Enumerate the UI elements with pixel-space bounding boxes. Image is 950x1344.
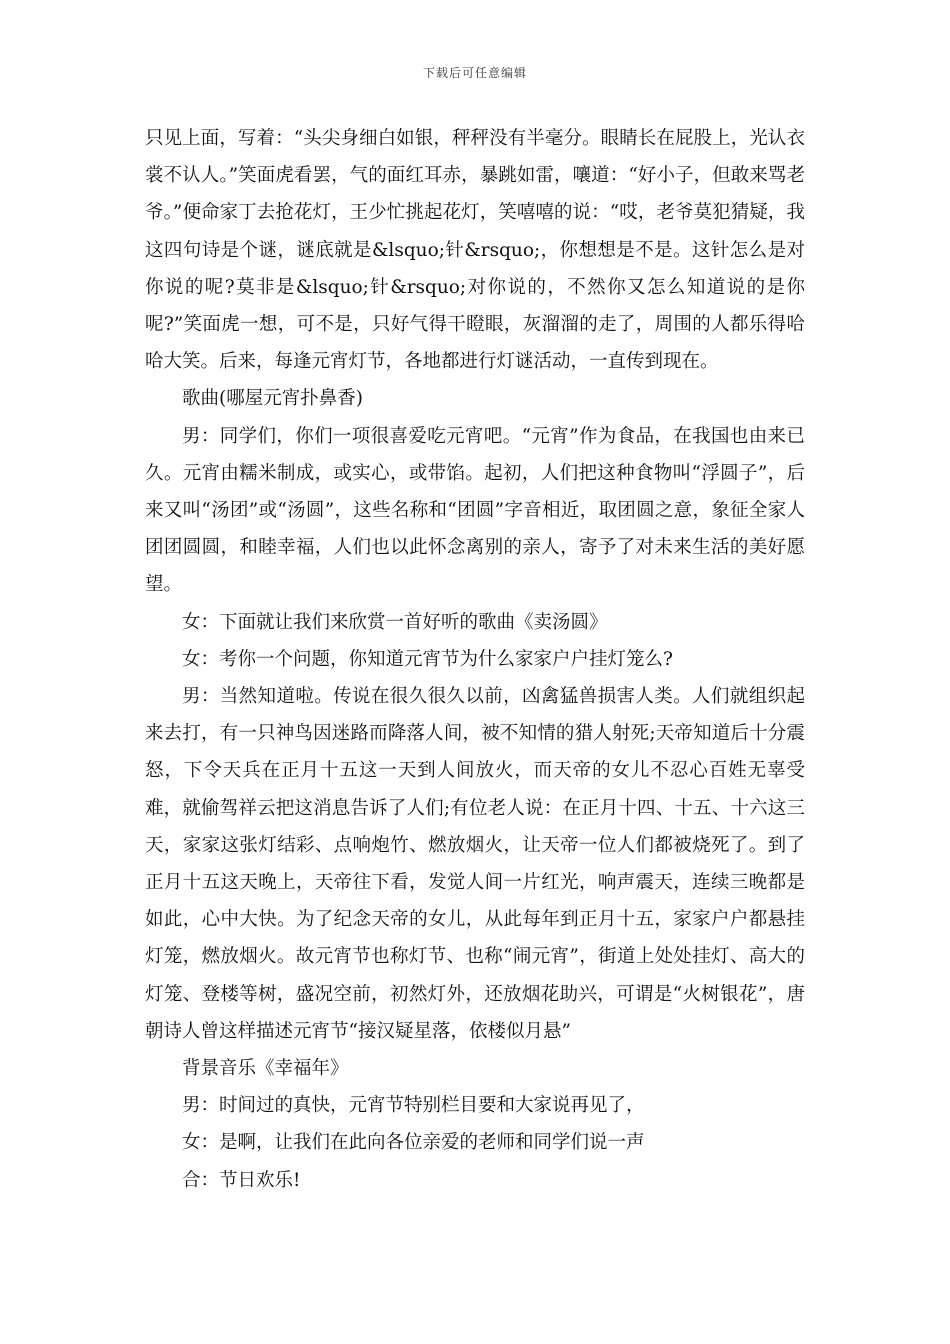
paragraph-farewell-female: 女：是啊，让我们在此向各位亲爱的老师和同学们说一声 [182, 1132, 645, 1154]
paragraph-yuanxiao-food: 男：同学们，你们一项很喜爱吃元宵吧。“元宵”作为食品，在我国也由来已久。元宵由糯米制成，或实心，或带馅。起初，人们把这种食物叫“浮圆子”，后来又叫“汤团”或“汤圆”，这些名称和“团圆”字音相近，取团圆之意，象征全家人团团圆圆，和睦幸福，人们也以此怀念离别的亲人，寄予了对未来生活的美好愿望。 [145, 425, 805, 596]
paragraph-closing-greeting: 合：节日欢乐! [182, 1169, 301, 1191]
paragraph-lantern-legend: 男：当然知道啦。传说在很久很久以前，凶禽猛兽损害人类。人们就组织起来去打，有一只神鸟因迷路而降落人间，被不知情的猎人射死;天帝知道后十分震怒，下令天兵在正月十五这一天到人间放火，而天帝的女儿不忍心百姓无辜受难，就偷驾祥云把这消息告诉了人们;有位老人说：在正月十四、十五、十六这三天，家家这张灯结彩、点响炮竹、燃放烟火，让天帝一位人们都被烧死了。到了正月十五这天晚上，天帝往下看，发觉人间一片红光，响声震天，连续三晚都是如此，心中大快。为了纪念天帝的女儿，从此每年到正月十五，家家户户都悬挂灯笼，燃放烟火。故元宵节也称灯节、也称“闹元宵”，街道上处处挂灯、高大的灯笼、登楼等树，盛况空前，初然灯外，还放烟花助兴，可谓是“火树银花”，唐朝诗人曾这样描述元宵节“接汉疑星落，依楼似月悬” [145, 686, 805, 1042]
paragraph-lantern-question: 女：考你一个问题，你知道元宵节为什么家家户户挂灯笼么? [182, 648, 673, 670]
page-header: 下载后可任意编辑 [422, 66, 527, 80]
paragraph-song-title: 歌曲(哪屋元宵扑鼻香) [182, 388, 363, 410]
document-body [145, 120, 805, 1199]
paragraph-background-music: 背景音乐《幸福年》 [182, 1058, 349, 1080]
paragraph-lantern-riddle-story: 只见上面，写着：“头尖身细白如银，秤秤没有半毫分。眼睛长在屁股上，光认衣裳不认人。”笑面虎看罢，气的面红耳赤，暴跳如雷，嚷道：“好小子，但敢来骂老爷。”便命家丁去抢花灯，王少忙挑起花灯，笑嘻嘻的说：“哎，老爷莫犯猜疑，我这四句诗是个谜，谜底就是&lsquo;针&rsquo;，你想想是不是。这针怎么是对你说的呢?莫非是&lsquo;针&rsquo;对你说的，不然你又怎么知道说的是你呢?”笑面虎一想，可不是，只好气得干瞪眼，灰溜溜的走了，周围的人都乐得哈哈大笑。后来，每逢元宵灯节，各地都进行灯谜活动，一直传到现在。 [145, 128, 805, 373]
paragraph-farewell-male: 男：时间过的真快，元宵节特别栏目要和大家说再见了， [182, 1095, 645, 1117]
paragraph-song-intro: 女：下面就让我们来欣赏一首好听的歌曲《卖汤圆》 [182, 611, 608, 633]
